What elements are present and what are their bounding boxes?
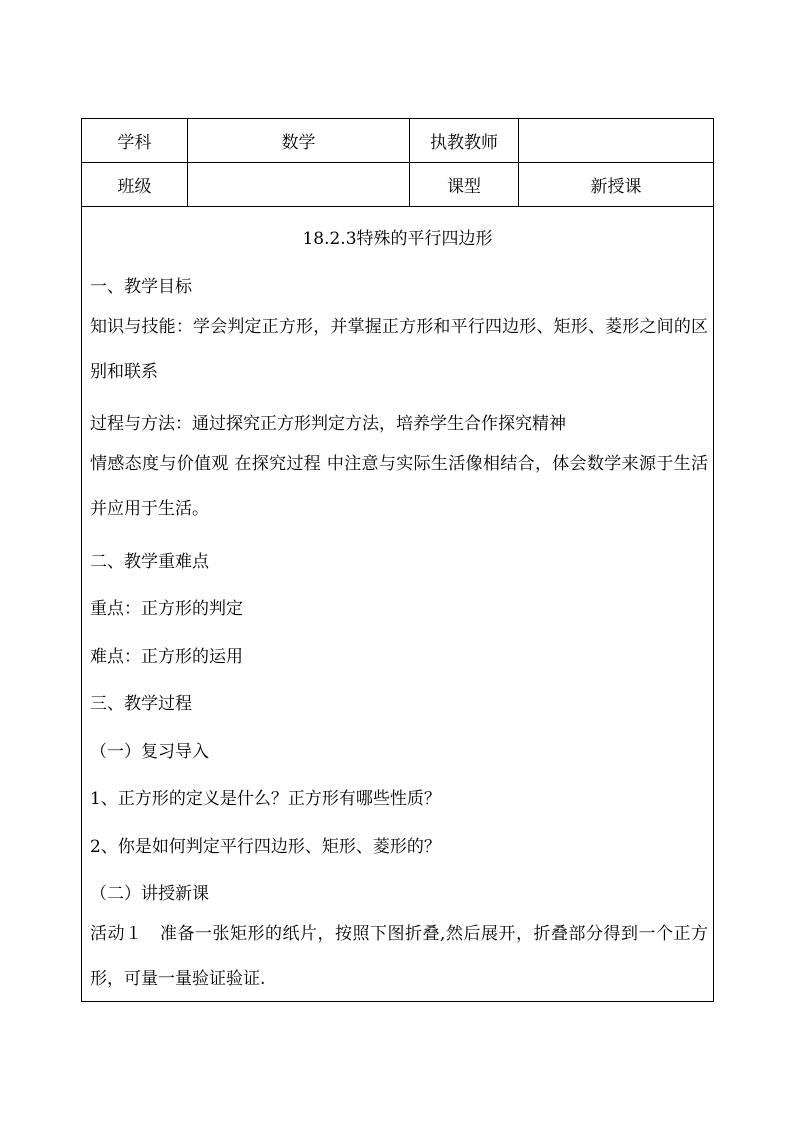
key-point: 重点：正方形的判定 <box>90 599 243 619</box>
lesson-plan-table <box>81 118 714 1002</box>
lesson-content <box>82 207 713 1001</box>
lesson-type-value: 新授课 <box>590 177 642 197</box>
section-heading-key-points: 二、教学重难点 <box>90 552 209 572</box>
part-heading-new-lesson: （二）讲授新课 <box>90 884 209 904</box>
objective-emotion: 情感态度与价值观 在探究过程 中注意与实际生活像相结合，体会数学来源于生活并应用于生活。 <box>90 454 708 519</box>
objective-knowledge: 知识与技能：学会判定正方形，并掌握正方形和平行四边形、矩形、菱形之间的区别和联系 <box>90 317 708 382</box>
review-question-2: 2、你是如何判定平行四边形、矩形、菱形的？ <box>90 837 441 857</box>
section-heading-process: 三、教学过程 <box>90 694 192 714</box>
class-value <box>188 163 410 206</box>
part-heading-review: （一）复习导入 <box>90 742 209 762</box>
objective-process: 过程与方法：通过探究正方形判定方法，培养学生合作探究精神 <box>90 414 566 434</box>
lesson-title: 18.2.3特殊的平行四边形 <box>302 229 493 249</box>
subject-value: 数学 <box>188 119 410 162</box>
difficult-point: 难点：正方形的运用 <box>90 647 243 667</box>
lesson-type-label: 课型 <box>410 163 519 206</box>
section-heading-objectives: 一、教学目标 <box>90 277 192 297</box>
activity-1: 活动１ 准备一张矩形的纸片，按照下图折叠,然后展开，折叠部分得到一个正方形，可量一量验证验证. <box>90 924 708 989</box>
teacher-label: 执教教师 <box>410 119 519 162</box>
teacher-value <box>519 119 713 162</box>
table-row-class <box>82 163 713 207</box>
review-question-1: 1、正方形的定义是什么？正方形有哪些性质？ <box>90 789 441 809</box>
subject-label: 学科 <box>82 119 188 162</box>
table-row-subject <box>82 119 713 163</box>
class-label: 班级 <box>82 163 188 206</box>
